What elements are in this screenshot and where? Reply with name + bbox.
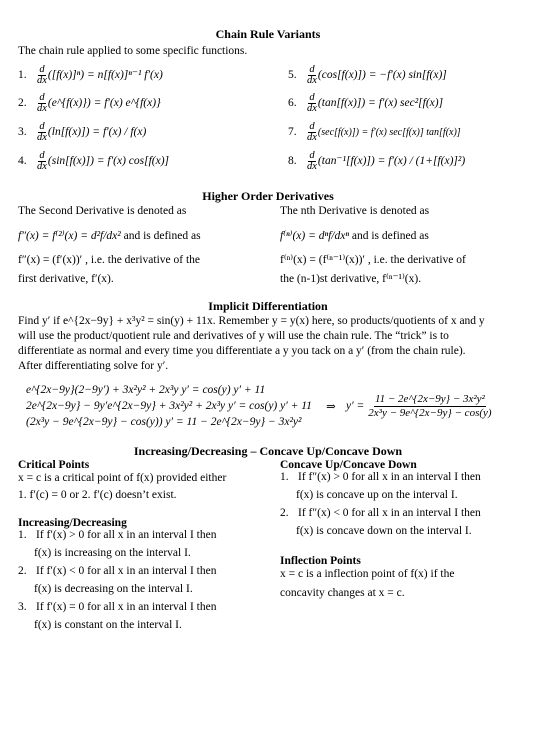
incdec-right: Concave Up/Concave Down 1. If f″(x) > 0 for all x in an interval I then f(x) is concave up on the interval I. 2. If f″(x) < 0 for all x in an interval I then f(x) is concave down on the interval I. Inflection Points x = c is a inflection point of f(x) if the concavity changes at x = c. [280,459,481,599]
implicit-title: Implicit Differentiation [208,299,328,313]
d-dx: $\frac{d}{dx}$ [307,149,317,172]
chain-rule-5: 5. $\frac{d}{dx}$ (cos[f(x)]) = −f′(x) sin[f(x)] [288,63,447,86]
implicit-eq-1: e^{2x−9y}(2−9y′) + 3x²y² + 2x³y y′ = cos(y) y′ + 11 [26,384,266,396]
d-dx: $\frac{d}{dx}$ [37,91,47,114]
d-dx: $\frac{d}{dx}$ [307,63,317,86]
chain-rules-right [288,61,518,175]
implies-arrow: ⇒ [326,401,336,413]
implicit-work [18,382,518,430]
implicit-text-4: After differentiating solve for y′. [18,360,169,372]
implicit-text-3: differentiate as normal and every time you differentiate a y you tack on a y′ (from the chain rule). [18,345,466,357]
incdec-left: Critical Points x = c is a critical point of f(x) provided either 1. f′(c) = 0 or 2. f′(c) doesn’t exist. Increasing/Decreasing 1. If f′(x) > 0 for all x in an interval I then f(x) is increasing on the interval I. 2. If f′(x) < 0 for all x in an interval I then f(x) is decreasing on the interval I. 3. If f′(x) = 0 for all x in an interval I then f(x) is constant on the interval I. [18,459,227,631]
implicit-text-2: will use the product/quotient rule and derivatives of y will use the chain rule. The “trick” is to [18,330,449,342]
implicit-eq-2: 2e^{2x−9y} − 9y′e^{2x−9y} + 3x²y² + 2x³y y′ = cos(y) y′ + 11 [26,400,312,412]
d-dx: $\frac{d}{dx}$ [37,63,47,86]
implicit-text-1: Find y′ if e^{2x−9y} + x³y² = sin(y) + 11x. Remember y = y(x) here, so products/quotients of x and y [18,315,485,327]
d-dx: $\frac{d}{dx}$ [37,120,47,143]
chain-intro: The chain rule applied to some specific functions. [18,45,248,57]
chain-rule-7: 7. $\frac{d}{dx}$ (sec[f(x)]) = f′(x) sec[f(x)] tan[f(x)] [288,120,461,143]
chain-rules [18,61,518,175]
d-dx: $\frac{d}{dx}$ [307,120,317,143]
higher-body [18,204,518,287]
higher-right: The nth Derivative is denoted as f⁽ⁿ⁾(x) = dⁿf/dxⁿ and is defined as f⁽ⁿ⁾(x) = (f⁽ⁿ⁻¹⁾(x))′ , i.e. the derivative of the (n-1)st derivative, f⁽ⁿ⁻¹⁾(x). [280,205,466,285]
incdec-title: Increasing/Decreasing – Concave Up/Concave Down [133,444,403,458]
incdec-body [18,459,518,633]
higher-title: Higher Order Derivatives [202,189,334,203]
chain-rule-2: 2. $\frac{d}{dx}$ (e^{f(x)}) = f′(x) e^{f(x)} [18,91,161,114]
chain-rule-8: 8. $\frac{d}{dx}$ (tan⁻¹[f(x)]) = f′(x) / (1+[f(x)]²) [288,149,466,172]
chain-rule-3: 3. $\frac{d}{dx}$ (ln[f(x)]) = f′(x) / f(x) [18,120,147,143]
d-dx: $\frac{d}{dx}$ [307,91,317,114]
solution-fraction: $\frac{\text{11 − 2e\textasciicircum{}\{2x−9y\} − 3x²y²}}{\text{2x³y − 9e\textasciicircum{}\{2x−9y\} − cos(y)}}$ [368,392,492,419]
implicit-eq-3: (2x³y − 9e^{2x−9y} − cos(y)) y′ = 11 − 2e^{2x−9y} − 3x²y² [26,416,302,428]
d-dx: $\frac{d}{dx}$ [37,149,47,172]
chain-rule-6: 6. $\frac{d}{dx}$ (tan[f(x)]) = f′(x) sec²[f(x)] [288,91,444,114]
chain-rules-left [18,61,288,175]
chain-rule-4: 4. $\frac{d}{dx}$ (sin[f(x)]) = f′(x) cos[f(x)] [18,149,170,172]
chain-rule-1: 1. $\frac{d}{dx}$ ([f(x)]ⁿ) = n[f(x)]ⁿ⁻¹ f′(x) [18,63,163,86]
implicit-equations [18,382,316,430]
higher-left: The Second Derivative is denoted as f″(x) = f⁽²⁾(x) = d²f/dx² and is defined as f″(x) = (f′(x))′ , i.e. the derivative of the first derivative, f′(x). [18,205,201,285]
implicit-solution: y′ = $\frac{\text{11 − 2e\textasciicircum{}\{2x−9y\} − 3x²y²}}{\text{2x³y − 9e\textasciicircum{}\{2x−9y\} − cos(y)}}$ [346,392,492,419]
chain-title: Chain Rule Variants [215,27,321,41]
